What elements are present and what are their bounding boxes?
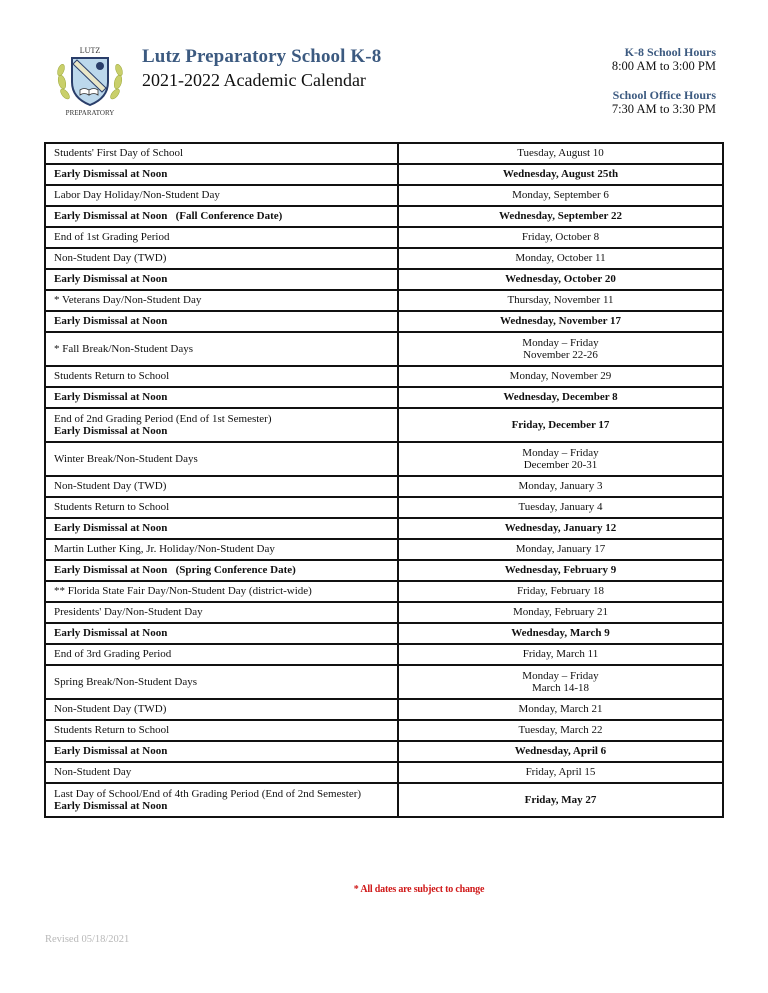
date-label: Friday, October 8 [521, 231, 600, 244]
date-label: Monday, January 17 [515, 543, 606, 556]
hours-block [612, 45, 716, 117]
school-crest-logo [52, 42, 128, 118]
table-row [45, 143, 723, 164]
date-cell [398, 665, 723, 699]
table-row [45, 476, 723, 497]
date-cell [398, 762, 723, 783]
date-label: Monday, January 3 [518, 480, 603, 493]
event-cell [45, 143, 398, 164]
table-row [45, 741, 723, 762]
table-row [45, 602, 723, 623]
date-label: Wednesday, February 9 [504, 564, 617, 577]
table-row [45, 366, 723, 387]
event-label: Early Dismissal at Noon [54, 391, 168, 404]
table-row [45, 332, 723, 366]
event-cell [45, 699, 398, 720]
event-label: Early Dismissal at Noon [54, 522, 168, 535]
date-label: Monday – Friday [522, 446, 599, 459]
event-label: Early Dismissal at Noon [54, 273, 168, 286]
revised-date: Revised 05/18/2021 [45, 934, 130, 945]
event-cell [45, 518, 398, 539]
event-cell [45, 366, 398, 387]
note-text: * All dates are subject to change [353, 884, 485, 895]
table-row [45, 539, 723, 560]
event-cell [45, 185, 398, 206]
date-label: Friday, April 15 [525, 766, 596, 779]
event-label: * Fall Break/Non-Student Days [54, 342, 194, 355]
event-label: Students' First Day of School [54, 147, 184, 160]
date-cell [398, 720, 723, 741]
date-cell [398, 539, 723, 560]
date-cell [398, 206, 723, 227]
date-label: Wednesday, April 6 [514, 745, 607, 758]
date-label: Friday, February 18 [517, 585, 604, 598]
event-label: Winter Break/Non-Student Days [54, 452, 198, 465]
table-row [45, 269, 723, 290]
date-label: Wednesday, November 17 [499, 315, 622, 328]
event-cell [45, 476, 398, 497]
date-cell [398, 248, 723, 269]
event-label: Non-Student Day (TWD) [54, 703, 167, 716]
table-row [45, 783, 723, 817]
event-cell [45, 602, 398, 623]
event-cell [45, 206, 398, 227]
event-cell [45, 311, 398, 332]
event-cell [45, 442, 398, 476]
event-cell [45, 332, 398, 366]
date-cell [398, 227, 723, 248]
event-cell [45, 783, 398, 817]
event-label: Last Day of School/End of 4th Grading Period (End of 2nd Semester) [54, 787, 362, 800]
event-label: Labor Day Holiday/Non-Student Day [54, 189, 220, 202]
date-cell [398, 581, 723, 602]
logo-bottom-text: PREPARATORY [65, 109, 115, 117]
event-label: Early Dismissal at Noon [54, 168, 168, 181]
date-label: Friday, March 11 [522, 648, 599, 661]
date-cell [398, 623, 723, 644]
date-cell [398, 518, 723, 539]
date-label: Monday – Friday [522, 669, 599, 682]
event-cell [45, 623, 398, 644]
event-cell [45, 408, 398, 442]
date-label-secondary: December 20-31 [523, 459, 598, 471]
date-cell [398, 783, 723, 817]
calendar-title: 2021-2022 Academic Calendar [142, 70, 366, 90]
date-label: Wednesday, September 22 [499, 210, 622, 223]
event-label: Spring Break/Non-Student Days [54, 675, 197, 688]
date-label-secondary: March 14-18 [531, 682, 590, 694]
date-label: Tuesday, August 10 [517, 147, 604, 160]
event-cell [45, 290, 398, 311]
date-label: Wednesday, October 20 [505, 273, 616, 286]
table-row [45, 665, 723, 699]
date-label: Monday, October 11 [515, 252, 606, 265]
date-label-secondary: November 22-26 [523, 349, 598, 361]
table-row [45, 164, 723, 185]
table-row [45, 227, 723, 248]
event-label: Early Dismissal at Noon [54, 745, 168, 758]
date-label: Tuesday, March 22 [518, 724, 603, 737]
table-row [45, 644, 723, 665]
event-cell [45, 387, 398, 408]
date-cell [398, 602, 723, 623]
office-hours-value: 7:30 AM to 3:30 PM [611, 102, 716, 116]
event-label-secondary: Early Dismissal at Noon [54, 800, 168, 812]
table-row [45, 518, 723, 539]
event-label: Presidents' Day/Non-Student Day [54, 606, 203, 619]
date-label: Wednesday, March 9 [511, 627, 610, 640]
event-cell [45, 164, 398, 185]
table-row [45, 762, 723, 783]
table-row [45, 720, 723, 741]
event-label: Early Dismissal at Noon (Fall Conference Date) [54, 210, 283, 223]
event-cell [45, 248, 398, 269]
event-label: End of 1st Grading Period [54, 231, 170, 244]
date-cell [398, 311, 723, 332]
event-label: Students Return to School [54, 724, 170, 737]
date-cell [398, 741, 723, 762]
date-cell [398, 408, 723, 442]
table-row [45, 581, 723, 602]
calendar-table-body [45, 143, 723, 817]
date-label: Wednesday, December 8 [503, 391, 618, 404]
event-cell [45, 644, 398, 665]
table-row [45, 623, 723, 644]
date-cell [398, 497, 723, 518]
event-label-secondary: Early Dismissal at Noon [54, 425, 168, 437]
date-cell [398, 164, 723, 185]
event-cell [45, 539, 398, 560]
date-label: Monday, September 6 [512, 189, 609, 202]
table-row [45, 387, 723, 408]
table-row [45, 185, 723, 206]
title-block [142, 46, 381, 91]
date-label: Friday, May 27 [524, 793, 597, 806]
globe-icon [96, 62, 104, 70]
table-row [45, 560, 723, 581]
date-cell [398, 560, 723, 581]
table-row [45, 408, 723, 442]
event-label: End of 2nd Grading Period (End of 1st Semester) [54, 412, 272, 425]
event-label: Martin Luther King, Jr. Holiday/Non-Student Day [54, 543, 275, 556]
date-cell [398, 644, 723, 665]
table-row [45, 442, 723, 476]
school-hours-label: K-8 School Hours [624, 45, 716, 59]
school-name: Lutz Preparatory School K-8 [142, 46, 382, 67]
event-label: Early Dismissal at Noon [54, 315, 168, 328]
date-cell [398, 269, 723, 290]
event-label: ** Florida State Fair Day/Non-Student Day (district-wide) [54, 585, 312, 598]
date-cell [398, 442, 723, 476]
date-cell [398, 332, 723, 366]
table-row [45, 248, 723, 269]
event-cell [45, 269, 398, 290]
logo-top-text: LUTZ [79, 46, 101, 55]
event-cell [45, 762, 398, 783]
date-cell [398, 476, 723, 497]
event-label: Early Dismissal at Noon [54, 627, 168, 640]
event-label: Non-Student Day [54, 766, 132, 779]
table-row [45, 497, 723, 518]
event-cell [45, 665, 398, 699]
date-cell [398, 143, 723, 164]
table-row [45, 311, 723, 332]
event-label: End of 3rd Grading Period [54, 648, 172, 661]
office-hours-label: School Office Hours [612, 88, 716, 102]
date-cell [398, 185, 723, 206]
date-label: Monday, November 29 [509, 370, 612, 383]
date-label: Thursday, November 11 [507, 294, 614, 307]
event-cell [45, 497, 398, 518]
event-cell [45, 560, 398, 581]
table-row [45, 290, 723, 311]
event-label: Students Return to School [54, 501, 170, 514]
table-row [45, 206, 723, 227]
date-cell [398, 387, 723, 408]
event-label: Early Dismissal at Noon (Spring Conference Date) [54, 564, 296, 577]
event-cell [45, 720, 398, 741]
subject-to-change-note [0, 884, 768, 895]
date-label: Wednesday, January 12 [504, 522, 617, 535]
event-cell [45, 227, 398, 248]
event-label: Non-Student Day (TWD) [54, 252, 167, 265]
event-label: Non-Student Day (TWD) [54, 480, 167, 493]
calendar-table [44, 142, 724, 818]
date-label: Monday, March 21 [518, 703, 603, 716]
date-label: Tuesday, January 4 [518, 501, 603, 514]
school-hours-value: 8:00 AM to 3:00 PM [611, 59, 716, 73]
date-cell [398, 290, 723, 311]
date-label: Monday – Friday [522, 336, 599, 349]
table-row [45, 699, 723, 720]
date-cell [398, 699, 723, 720]
date-label: Monday, February 21 [513, 606, 608, 619]
event-label: Students Return to School [54, 370, 170, 383]
event-cell [45, 741, 398, 762]
date-label: Wednesday, August 25th [502, 168, 619, 181]
date-label: Friday, December 17 [511, 418, 610, 431]
event-cell [45, 581, 398, 602]
event-label: * Veterans Day/Non-Student Day [54, 294, 202, 307]
date-cell [398, 366, 723, 387]
